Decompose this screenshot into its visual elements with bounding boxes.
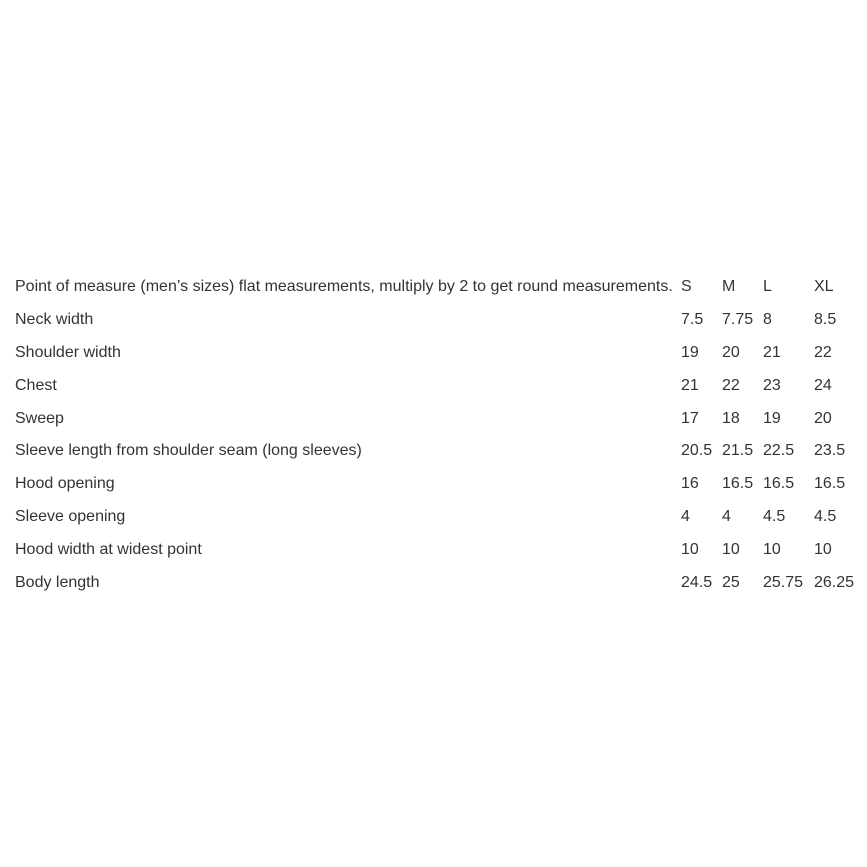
value-xl: 16.5	[814, 475, 846, 493]
value-xl: 8.5	[814, 311, 837, 329]
measure-label: Sleeve length from shoulder seam (long sleeves)	[15, 442, 362, 460]
measure-label: Neck width	[15, 311, 94, 329]
value-s: 20.5	[681, 442, 713, 460]
value-l: 25.75	[763, 573, 804, 591]
table-row	[15, 304, 860, 337]
value-m: 20	[722, 343, 740, 361]
value-s: 19	[681, 343, 699, 361]
value-l: 19	[763, 409, 781, 427]
value-xl: 10	[814, 540, 832, 558]
value-s: 16	[681, 475, 699, 493]
value-m: 16.5	[722, 475, 754, 493]
table-row	[15, 337, 860, 370]
value-s: 21	[681, 376, 699, 394]
value-s: 24.5	[681, 573, 713, 591]
value-s: 7.5	[681, 311, 704, 329]
value-m: 7.75	[722, 311, 754, 329]
measure-label: Body length	[15, 573, 100, 591]
table-row	[15, 501, 860, 534]
table-header-row	[15, 271, 860, 304]
value-m: 4	[722, 507, 731, 525]
value-l: 23	[763, 376, 781, 394]
table-row	[15, 566, 860, 599]
measure-label: Hood opening	[15, 475, 115, 493]
value-m: 25	[722, 573, 740, 591]
size-header-s: S	[681, 278, 692, 296]
value-xl: 26.25	[814, 573, 855, 591]
table-row	[15, 435, 860, 468]
table-row	[15, 468, 860, 501]
table-row	[15, 402, 860, 435]
value-m: 22	[722, 376, 740, 394]
table-row	[15, 369, 860, 402]
value-s: 17	[681, 409, 699, 427]
value-l: 16.5	[763, 475, 795, 493]
value-xl: 20	[814, 409, 832, 427]
measure-label: Shoulder width	[15, 343, 121, 361]
size-header-m: M	[722, 278, 736, 296]
value-m: 21.5	[722, 442, 754, 460]
table-row	[15, 533, 860, 566]
value-xl: 22	[814, 343, 832, 361]
size-header-l: L	[763, 278, 772, 296]
measure-label: Sweep	[15, 409, 64, 427]
measure-label: Sleeve opening	[15, 507, 126, 525]
size-chart-table	[15, 271, 860, 599]
value-s: 10	[681, 540, 699, 558]
value-l: 22.5	[763, 442, 795, 460]
value-s: 4	[681, 507, 690, 525]
value-m: 10	[722, 540, 740, 558]
size-header-xl: XL	[814, 278, 834, 296]
measure-label: Hood width at widest point	[15, 540, 202, 558]
value-l: 8	[763, 311, 772, 329]
value-l: 10	[763, 540, 781, 558]
value-m: 18	[722, 409, 740, 427]
value-xl: 23.5	[814, 442, 846, 460]
point-of-measure-header: Point of measure (men’s sizes) flat measurements, multiply by 2 to get round measurements.	[15, 278, 673, 296]
value-l: 4.5	[763, 507, 786, 525]
measure-label: Chest	[15, 376, 57, 394]
value-xl: 24	[814, 376, 832, 394]
value-l: 21	[763, 343, 781, 361]
value-xl: 4.5	[814, 507, 837, 525]
